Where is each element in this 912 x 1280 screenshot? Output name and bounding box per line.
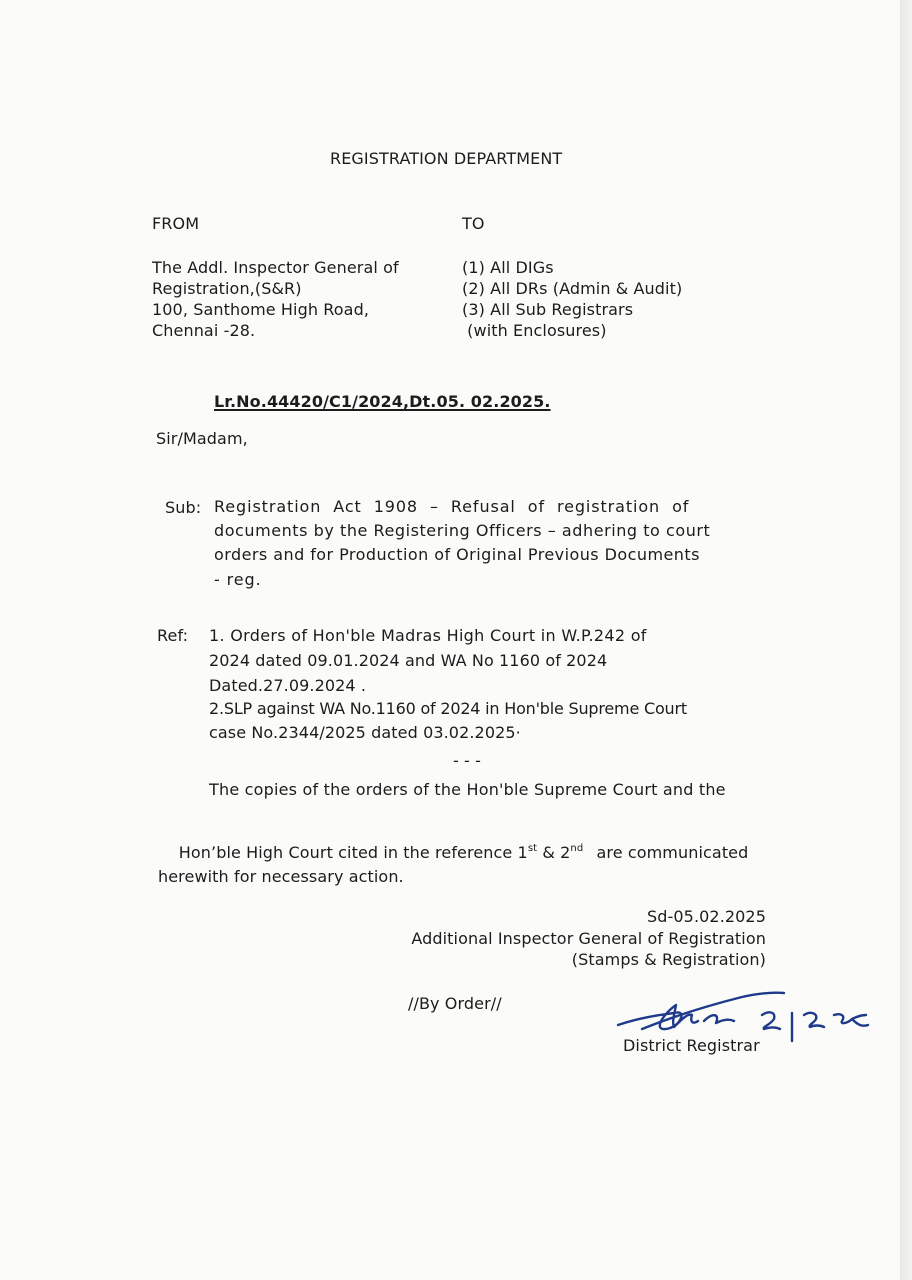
- from-address-line: 100, Santhome High Road,: [152, 300, 370, 319]
- page-edge: [900, 0, 912, 1280]
- reference-line: Dated.27.09.2024 .: [209, 676, 367, 695]
- reference-line: 1. Orders of Hon'ble Madras High Court in W.P.242 of: [209, 626, 647, 645]
- signatory-department: (Stamps & Registration): [571, 950, 766, 969]
- reference-line: 2024 dated 09.01.2024 and WA No 1160 of 2024: [209, 651, 608, 670]
- to-label: TO: [462, 214, 485, 233]
- by-order-text: //By Order//: [408, 994, 502, 1013]
- superscript-nd: nd: [570, 842, 584, 854]
- body-paragraph-line: herewith for necessary action.: [158, 867, 404, 886]
- from-address-line: The Addl. Inspector General of: [152, 258, 399, 277]
- to-recipient-line: (1) All DIGs: [462, 258, 554, 277]
- from-label: FROM: [152, 214, 200, 233]
- subject-line: Registration Act 1908 – Refusal of registration of: [214, 497, 690, 516]
- reference-label: Ref:: [157, 626, 189, 645]
- to-recipient-line: (with Enclosures): [462, 321, 607, 340]
- subject-line: - reg.: [214, 570, 262, 589]
- body-paragraph-line: The copies of the orders of the Hon'ble Supreme Court and the: [209, 780, 726, 799]
- separator-dashes: - - -: [453, 751, 481, 770]
- subject-line: orders and for Production of Original Previous Documents: [214, 545, 700, 564]
- reference-line: case No.2344/2025 dated 03.02.2025·: [209, 723, 521, 742]
- body-text: & 2: [537, 843, 571, 862]
- from-address-line: Registration,(S&R): [152, 279, 302, 298]
- reference-line: 2.SLP against WA No.1160 of 2024 in Hon'ble Supreme Court: [209, 699, 687, 718]
- superscript-st: st: [527, 842, 538, 854]
- signatory-designation: Additional Inspector General of Registration: [411, 929, 766, 948]
- to-recipient-line: (3) All Sub Registrars: [462, 300, 634, 319]
- salutation: Sir/Madam,: [156, 429, 248, 448]
- from-address-line: Chennai -28.: [152, 321, 256, 340]
- department-title: REGISTRATION DEPARTMENT: [330, 149, 563, 168]
- body-text: are communicated: [591, 843, 749, 862]
- signature-sd-date: Sd-05.02.2025: [647, 907, 766, 926]
- subject-line: documents by the Registering Officers – adhering to court: [214, 521, 711, 540]
- body-text: Hon’ble High Court cited in the reference 1: [178, 843, 528, 862]
- district-registrar-label: District Registrar: [623, 1036, 760, 1055]
- subject-label: Sub:: [165, 498, 202, 517]
- to-recipient-line: (2) All DRs (Admin & Audit): [462, 279, 683, 298]
- letter-reference-number: Lr.No.44420/C1/2024,Dt.05. 02.2025.: [214, 392, 551, 411]
